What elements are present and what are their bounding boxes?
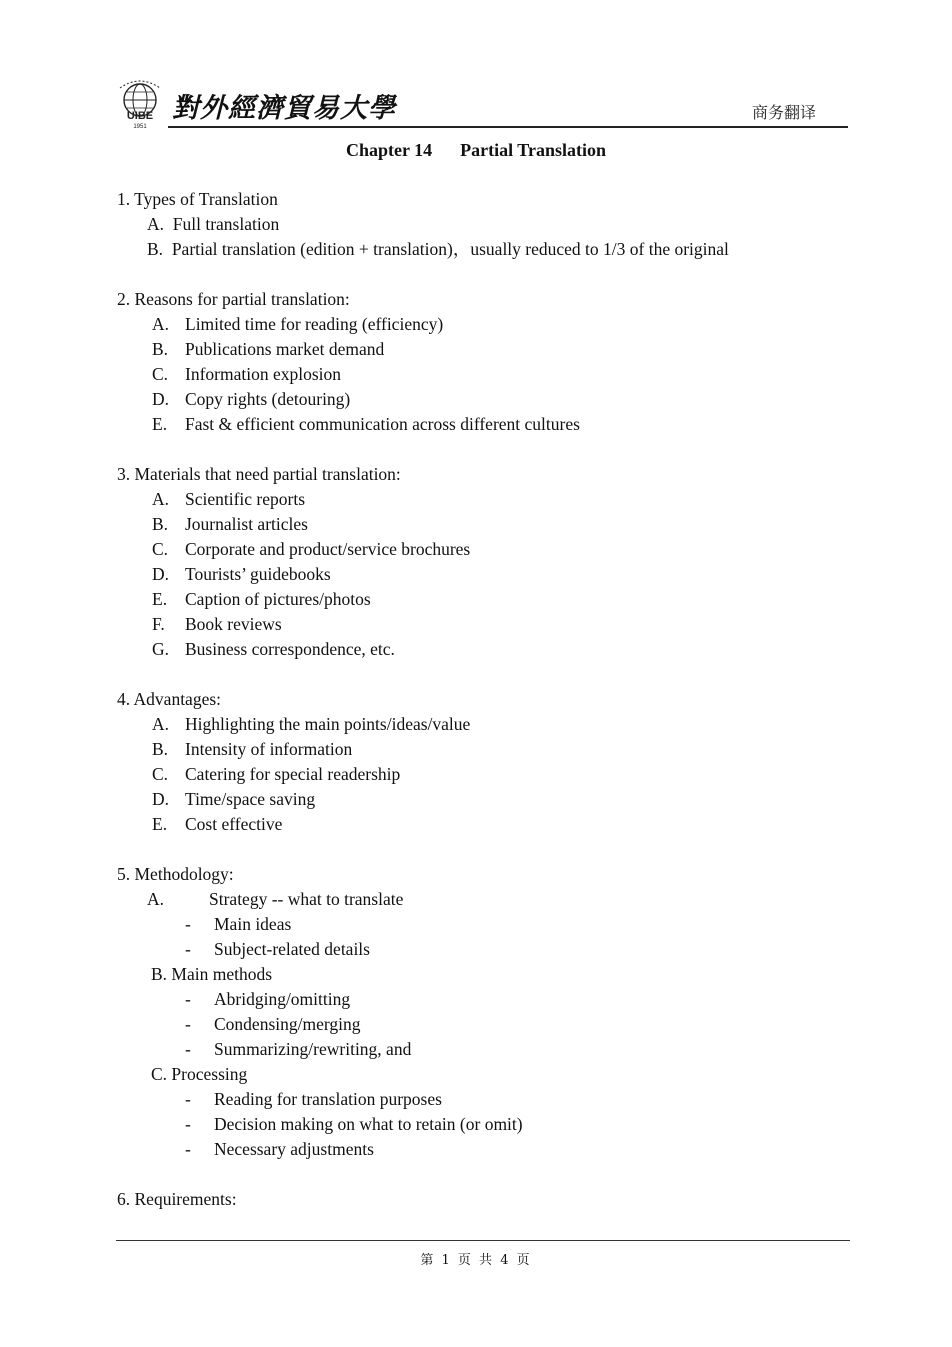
sub-list-item: - Reading for translation purposes xyxy=(185,1089,442,1109)
university-logo xyxy=(114,78,166,130)
footer-rule xyxy=(116,1240,850,1241)
list-item: A. Full translation xyxy=(147,214,280,234)
list-item: C. Corporate and product/service brochures xyxy=(152,539,471,559)
page-header xyxy=(114,78,848,130)
university-name: 對外經濟貿易大學 xyxy=(172,93,396,124)
section-6-title: 6. Requirements: xyxy=(117,1189,237,1209)
chapter-title: Partial Translation xyxy=(460,140,606,160)
section-5-title: 5. Methodology: xyxy=(117,864,234,884)
list-item: A. Strategy -- what to translate xyxy=(147,889,404,909)
list-item: E. Cost effective xyxy=(152,814,283,834)
list-item: A. Limited time for reading (efficiency) xyxy=(152,314,444,334)
sub-list-item: - Summarizing/rewriting, and xyxy=(185,1039,412,1059)
list-item: C. Processing xyxy=(151,1064,248,1084)
list-item: B. Main methods xyxy=(151,964,273,984)
list-item: B. Journalist articles xyxy=(152,514,308,534)
section-2-title: 2. Reasons for partial translation: xyxy=(117,289,350,309)
list-item: C. Information explosion xyxy=(152,364,342,384)
course-name: 商务翻译 xyxy=(751,103,816,122)
list-item: F. Book reviews xyxy=(152,614,282,634)
sub-list-item: - Abridging/omitting xyxy=(185,989,351,1009)
sub-list-item: - Necessary adjustments xyxy=(185,1139,374,1159)
list-item: A. Scientific reports xyxy=(152,489,306,509)
section-3-title: 3. Materials that need partial translation: xyxy=(117,464,401,484)
document-body xyxy=(117,187,857,1212)
list-item: B. Intensity of information xyxy=(152,739,353,759)
sub-list-item: - Main ideas xyxy=(185,914,292,934)
page-footer: 第 1 页 共 4 页 xyxy=(420,1253,532,1268)
sub-list-item: - Condensing/merging xyxy=(185,1014,361,1034)
header-rule xyxy=(168,126,848,128)
list-item: D. Time/space saving xyxy=(152,789,316,809)
list-item: B. Publications market demand xyxy=(152,339,385,359)
list-item: C. Catering for special readership xyxy=(152,764,401,784)
list-item: B. Partial translation (edition + translation)，usually reduced to 1/3 of the original xyxy=(147,239,729,259)
section-4-title: 4. Advantages: xyxy=(117,689,222,709)
chapter-number: Chapter 14 xyxy=(345,140,433,160)
list-item: E. Caption of pictures/photos xyxy=(152,589,371,609)
list-item: G. Business correspondence, etc. xyxy=(152,639,395,659)
list-item: D. Tourists’ guidebooks xyxy=(152,564,331,584)
logo-text: UIBE xyxy=(126,110,154,122)
list-item: A. Highlighting the main points/ideas/value xyxy=(152,714,471,734)
section-1-title: 1. Types of Translation xyxy=(117,189,278,209)
list-item: D. Copy rights (detouring) xyxy=(152,389,351,409)
sub-list-item: - Subject-related details xyxy=(185,939,370,959)
logo-year: 1951 xyxy=(133,124,147,130)
sub-list-item: - Decision making on what to retain (or omit) xyxy=(185,1114,523,1134)
list-item: E. Fast & efficient communication across different cultures xyxy=(152,414,580,434)
chapter-heading xyxy=(0,140,952,161)
